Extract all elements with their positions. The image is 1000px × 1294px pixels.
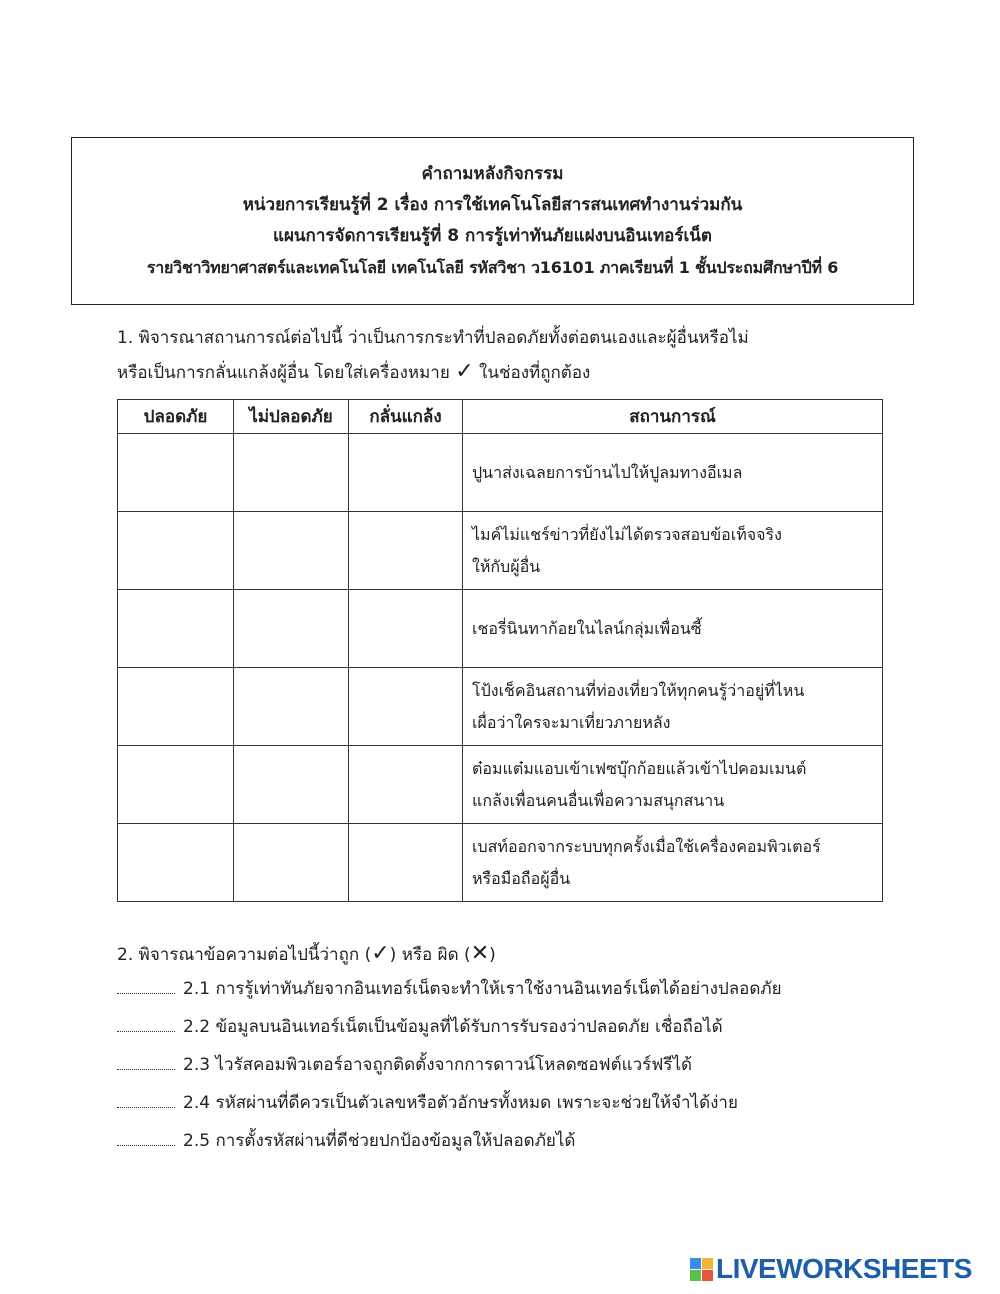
column-header-unsafe: ไม่ปลอดภัย (234, 400, 349, 434)
column-header-situation: สถานการณ์ (463, 400, 883, 434)
situation-text (463, 746, 883, 824)
statement-text: 2.2 ข้อมูลบนอินเทอร์เน็ตเป็นข้อมูลที่ได้รับการรับรองว่าปลอดภัย เชื่อถือได้ (183, 1017, 723, 1037)
table-row (118, 824, 883, 902)
situation-line: ต๋อมแต๋มแอบเข้าเฟซบุ๊กก้อยแล้วเข้าไปคอมเมนต์ (472, 758, 807, 778)
answer-blank[interactable] (117, 979, 175, 994)
check-mark-icon: ✓ (371, 941, 390, 966)
header-box (71, 137, 914, 305)
question-2-title (117, 939, 782, 970)
table-row (118, 434, 883, 512)
statement-item (117, 1122, 782, 1160)
question-1-line-2-before: หรือเป็นการกลั่นแกล้งผู้อื่น โดยใส่เครื่องหมาย (117, 363, 450, 383)
answer-cell-safe[interactable] (118, 434, 234, 512)
statement-item (117, 970, 782, 1008)
answer-cell-bullying[interactable] (349, 434, 463, 512)
answer-blank[interactable] (117, 1131, 175, 1146)
question-1-instructions (117, 322, 749, 390)
situation-line: แกล้งเพื่อนคนอื่นเพื่อความสนุกสนาน (472, 790, 725, 810)
answer-blank[interactable] (117, 1017, 175, 1032)
situation-line: หรือมือถือผู้อื่น (472, 868, 571, 888)
situation-text (463, 668, 883, 746)
situation-text (463, 590, 883, 668)
answer-cell-unsafe[interactable] (234, 590, 349, 668)
answer-cell-safe[interactable] (118, 590, 234, 668)
answer-cell-bullying[interactable] (349, 824, 463, 902)
statement-item (117, 1008, 782, 1046)
header-course: รายวิชาวิทยาศาสตร์และเทคโนโลยี เทคโนโลยี รหัสวิชา ว16101 ภาคเรียนที่ 1 ชั้นประถมศึกษาปีที่ 6 (146, 258, 839, 277)
situation-line: ไมค์ไม่แชร์ข่าวที่ยังไม่ได้ตรวจสอบข้อเท็จจริง (472, 524, 782, 544)
header-unit: หน่วยการเรียนรู้ที่ 2 เรื่อง การใช้เทคโนโลยีสารสนเทศทำงานร่วมกัน (242, 195, 743, 215)
logo-square (690, 1258, 701, 1269)
table-row (118, 512, 883, 590)
situation-line: ให้กับผู้อื่น (472, 556, 541, 576)
answer-cell-bullying[interactable] (349, 512, 463, 590)
table-header-row (118, 400, 883, 434)
answer-cell-safe[interactable] (118, 512, 234, 590)
answer-cell-unsafe[interactable] (234, 512, 349, 590)
column-header-safe: ปลอดภัย (118, 400, 234, 434)
question-2-title-middle: ) หรือ ผิด ( (389, 945, 471, 965)
question-2-title-after: ) (489, 945, 496, 965)
logo-square (702, 1258, 713, 1269)
answer-cell-bullying[interactable] (349, 668, 463, 746)
answer-cell-bullying[interactable] (349, 590, 463, 668)
answer-cell-unsafe[interactable] (234, 434, 349, 512)
column-header-bullying: กลั่นแกล้ง (349, 400, 463, 434)
statement-item (117, 1046, 782, 1084)
question-2 (117, 939, 782, 1160)
header-plan: แผนการจัดการเรียนรู้ที่ 8 การรู้เท่าทันภัยแฝงบนอินเทอร์เน็ต (273, 226, 712, 246)
situation-table (117, 399, 883, 902)
table-row (118, 746, 883, 824)
statement-text: 2.5 การตั้งรหัสผ่านที่ดีช่วยปกป้องข้อมูลให้ปลอดภัยได้ (183, 1131, 576, 1151)
statement-text: 2.1 การรู้เท่าทันภัยจากอินเทอร์เน็ตจะทำให้เราใช้งานอินเทอร์เน็ตได้อย่างปลอดภัย (183, 979, 782, 999)
question-1-line-2 (117, 355, 749, 390)
table-row (118, 668, 883, 746)
situation-text (463, 824, 883, 902)
cross-mark-icon: ✕ (470, 941, 490, 966)
answer-cell-unsafe[interactable] (234, 824, 349, 902)
question-1-line-1: 1. พิจารณาสถานการณ์ต่อไปนี้ ว่าเป็นการกระทำที่ปลอดภัยทั้งต่อตนเองและผู้อื่นหรือไม่ (117, 328, 749, 348)
question-2-title-before: 2. พิจารณาข้อความต่อไปนี้ว่าถูก ( (117, 945, 372, 965)
answer-blank[interactable] (117, 1093, 175, 1108)
table-row (118, 590, 883, 668)
situation-line: เบสท์ออกจากระบบทุกครั้งเมื่อใช้เครื่องคอมพิวเตอร์ (472, 836, 821, 856)
answer-cell-safe[interactable] (118, 746, 234, 824)
answer-cell-bullying[interactable] (349, 746, 463, 824)
logo-text: LIVEWORKSHEETS (716, 1253, 972, 1284)
logo-square (690, 1270, 701, 1281)
situation-text (463, 434, 883, 512)
header-title: คำถามหลังกิจกรรม (421, 164, 564, 184)
answer-cell-safe[interactable] (118, 824, 234, 902)
check-mark-icon: ✓ (455, 359, 474, 384)
answer-blank[interactable] (117, 1055, 175, 1070)
situation-line: โป้งเช็คอินสถานที่ท่องเที่ยวให้ทุกคนรู้ว่าอยู่ที่ไหน (472, 680, 805, 700)
situation-line: เชอรี่นินทาก้อยในไลน์กลุ่มเพื่อนซี้ (472, 618, 702, 638)
statement-item (117, 1084, 782, 1122)
liveworksheets-logo[interactable] (690, 1254, 972, 1284)
question-1-line-2-after: ในช่องที่ถูกต้อง (479, 363, 591, 383)
answer-cell-safe[interactable] (118, 668, 234, 746)
situation-text (463, 512, 883, 590)
statement-text: 2.3 ไวรัสคอมพิวเตอร์อาจถูกติดตั้งจากการดาวน์โหลดซอฟต์แวร์ฟรีได้ (183, 1055, 693, 1075)
logo-square (702, 1270, 713, 1281)
answer-cell-unsafe[interactable] (234, 668, 349, 746)
answer-cell-unsafe[interactable] (234, 746, 349, 824)
situation-line: เผื่อว่าใครจะมาเที่ยวภายหลัง (472, 712, 671, 732)
statement-text: 2.4 รหัสผ่านที่ดีควรเป็นตัวเลขหรือตัวอักษรทั้งหมด เพราะจะช่วยให้จำได้ง่าย (183, 1093, 738, 1113)
logo-mark-icon (690, 1258, 713, 1281)
situation-line: ปูนาส่งเฉลยการบ้านไปให้ปูลมทางอีเมล (472, 462, 743, 482)
